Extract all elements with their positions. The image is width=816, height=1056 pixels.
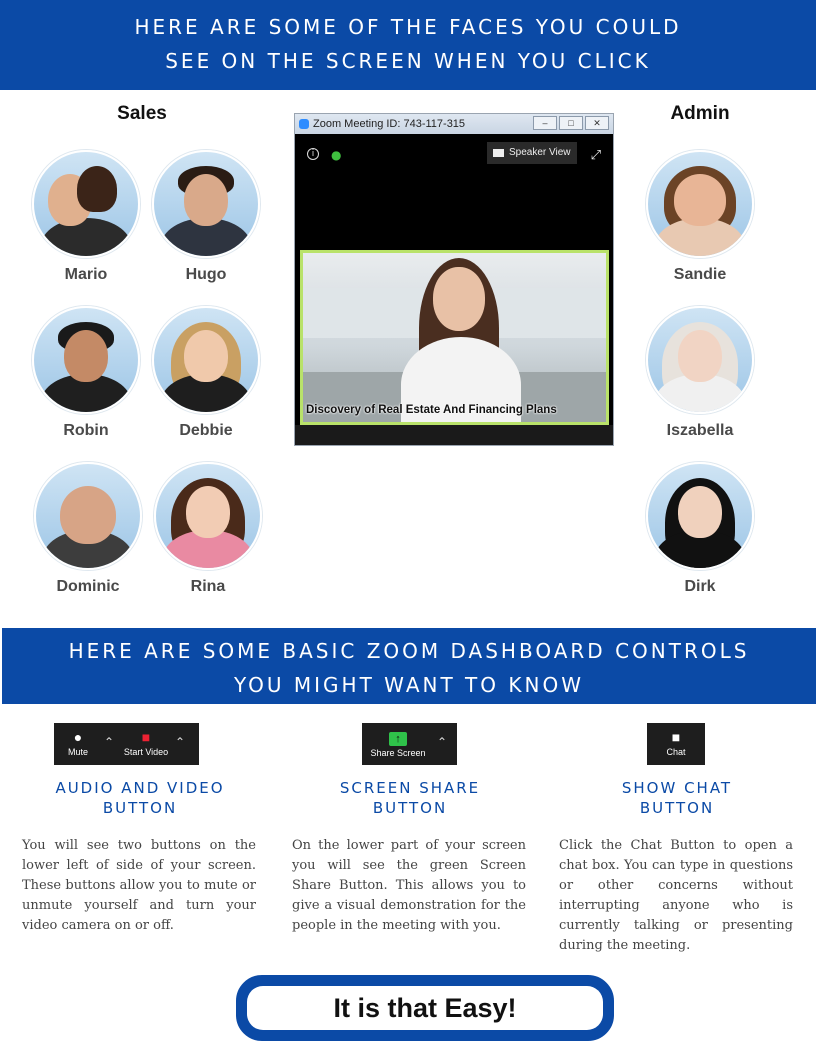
- screen-share-description: On the lower part of your screen you will see the green Screen Share Button. This allows you to give a visual demonstration for the people in the meeting with you.: [292, 838, 526, 933]
- video-caption: Discovery of Real Estate And Financing Plans: [306, 404, 557, 416]
- audio-video-toolbar: [54, 723, 199, 765]
- minimize-icon[interactable]: –: [533, 116, 557, 130]
- chevron-up-icon[interactable]: ⌃: [104, 735, 115, 749]
- chat-bubble-icon: ■: [671, 729, 681, 745]
- screen-share-title-line-2: BUTTON: [372, 799, 448, 817]
- person-card: [644, 306, 756, 440]
- chat-toolbar: [647, 723, 705, 765]
- close-icon[interactable]: ✕: [585, 116, 609, 130]
- mute-label: Mute: [67, 747, 88, 757]
- share-screen-button[interactable]: [366, 723, 430, 765]
- video-feed: [300, 250, 609, 425]
- avatar: [154, 462, 262, 570]
- person-name: Mario: [64, 266, 108, 283]
- mute-button[interactable]: [58, 723, 98, 765]
- maximize-icon[interactable]: □: [559, 116, 583, 130]
- sales-title: Sales: [117, 103, 167, 124]
- video-camera-icon: ■: [141, 729, 151, 745]
- avatar: [646, 462, 754, 570]
- share-screen-toolbar: [362, 723, 457, 765]
- avatar: [646, 150, 754, 258]
- show-chat-title-line-1: SHOW CHAT: [621, 779, 733, 797]
- admin-title: Admin: [670, 103, 730, 124]
- person-name: Rina: [190, 578, 226, 595]
- screen-share-title-line-1: SCREEN SHARE: [339, 779, 481, 797]
- show-chat-title: [557, 778, 797, 818]
- header-banner: [0, 0, 816, 90]
- share-screen-icon: ↑: [366, 729, 430, 746]
- audio-video-title-line-2: BUTTON: [102, 799, 178, 817]
- zoom-window-title: Zoom Meeting ID: 743-117-315: [313, 118, 466, 130]
- zoom-logo-icon: [299, 119, 309, 129]
- start-video-label: Start Video: [123, 747, 169, 757]
- microphone-icon: ●: [73, 729, 83, 745]
- info-icon[interactable]: i: [307, 148, 319, 160]
- avatar: [152, 150, 260, 258]
- share-screen-label: Share Screen: [370, 748, 426, 758]
- person-name: Hugo: [185, 266, 227, 283]
- zoom-bottom-bar: [295, 425, 613, 445]
- person-card: [150, 150, 262, 284]
- person-card: [30, 306, 142, 440]
- audio-video-title-line-1: AUDIO AND VIDEO: [55, 779, 225, 797]
- chevron-up-icon[interactable]: ⌃: [175, 735, 186, 749]
- start-video-button[interactable]: [118, 723, 174, 765]
- easy-banner: [236, 975, 614, 1041]
- controls-banner: [2, 628, 816, 704]
- controls-banner-line-2: YOU MIGHT WANT TO KNOW: [234, 673, 584, 697]
- avatar: [32, 150, 140, 258]
- avatar: [646, 306, 754, 414]
- person-name: Dirk: [684, 578, 716, 595]
- person-card: [30, 150, 142, 284]
- zoom-window: [294, 113, 614, 446]
- person-card: [150, 306, 262, 440]
- person-name: Robin: [63, 422, 109, 439]
- chat-label: Chat: [666, 747, 686, 757]
- audio-video-description: You will see two buttons on the lower left of side of your screen. These buttons allow you to mute or unmute yourself and turn your video camera on or off.: [22, 838, 256, 933]
- header-line-1: HERE ARE SOME OF THE FACES YOU COULD: [134, 15, 682, 39]
- person-name: Dominic: [56, 578, 120, 595]
- grid-icon: [493, 149, 504, 157]
- person-name: Debbie: [179, 422, 233, 439]
- zoom-title-bar: [295, 114, 613, 134]
- lock-icon: ●: [331, 148, 342, 162]
- chat-button[interactable]: [647, 723, 705, 765]
- avatar: [34, 462, 142, 570]
- audio-video-title: [20, 778, 260, 818]
- show-chat-title-line-2: BUTTON: [639, 799, 715, 817]
- person-name: Iszabella: [666, 422, 734, 439]
- chevron-up-icon[interactable]: ⌃: [437, 735, 448, 749]
- screen-share-title: [290, 778, 530, 818]
- person-card: [32, 462, 144, 596]
- speaker-view-label: Speaker View: [509, 147, 571, 158]
- easy-text: It is that Easy!: [247, 986, 603, 1030]
- speaker-view-button[interactable]: [487, 142, 577, 164]
- controls-banner-line-1: HERE ARE SOME BASIC ZOOM DASHBOARD CONTROLS: [68, 639, 750, 663]
- avatar: [152, 306, 260, 414]
- person-card: [644, 462, 756, 596]
- person-name: Sandie: [673, 266, 727, 283]
- person-card: [644, 150, 756, 284]
- person-card: [152, 462, 264, 596]
- fullscreen-icon[interactable]: ⤢: [590, 148, 601, 163]
- header-line-2: SEE ON THE SCREEN WHEN YOU CLICK: [165, 49, 651, 73]
- show-chat-description: Click the Chat Button to open a chat box. You can type in questions or other concerns without interrupting anyone who is currently talking or presenting during the meeting.: [559, 838, 793, 953]
- avatar: [32, 306, 140, 414]
